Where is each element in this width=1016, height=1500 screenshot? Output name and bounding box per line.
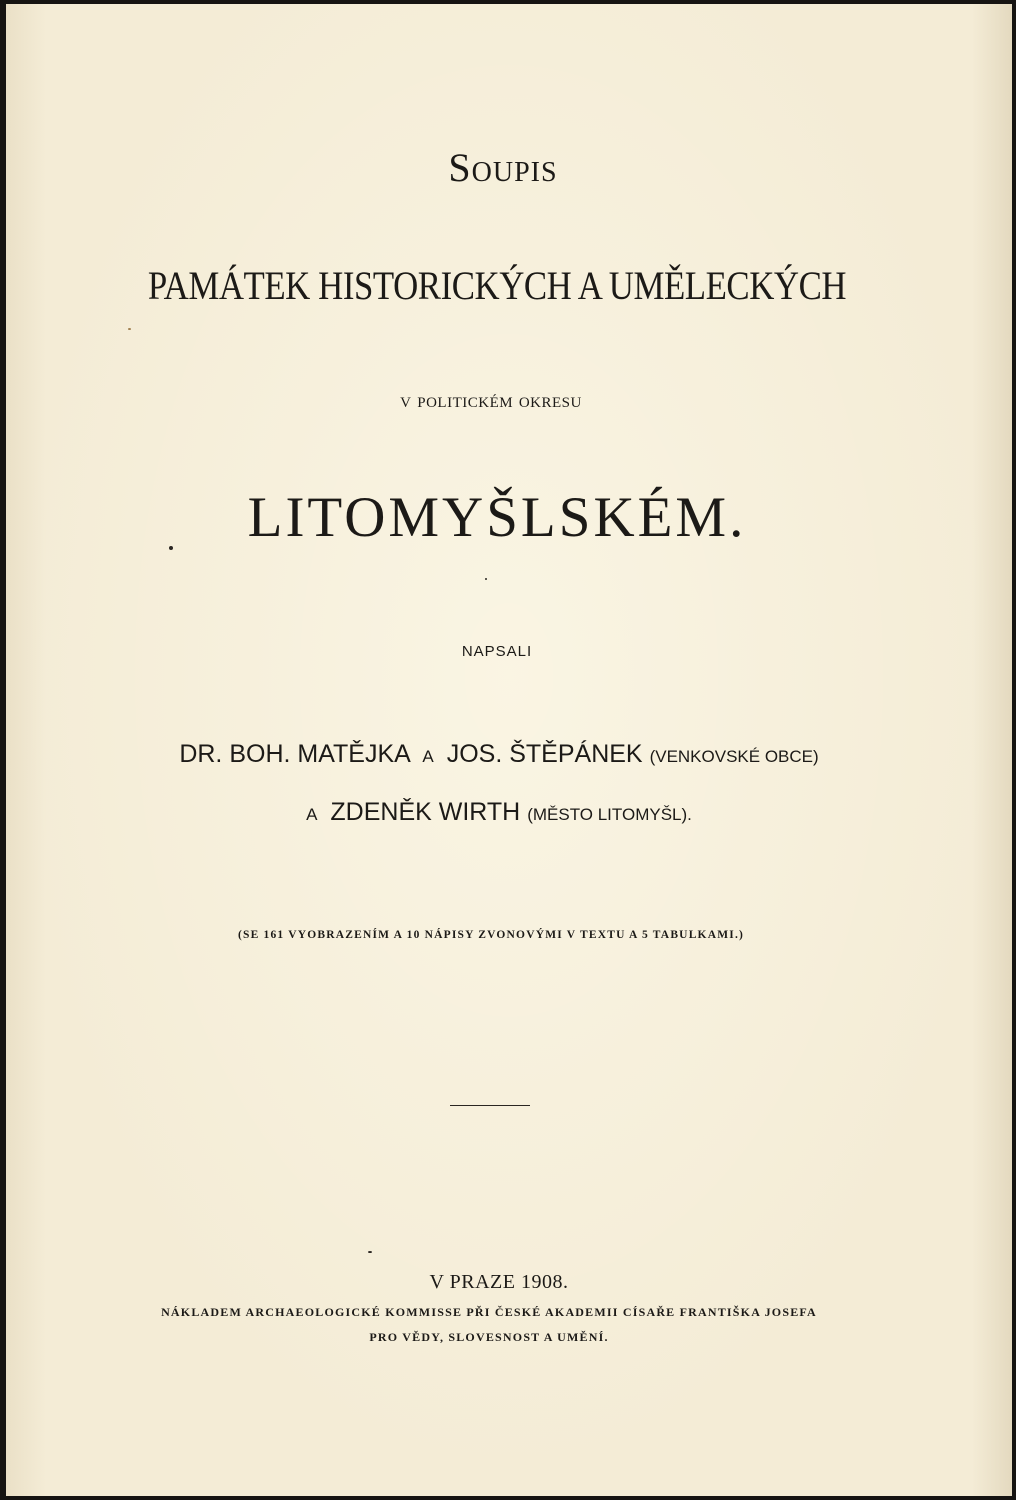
ink-speck <box>169 546 173 550</box>
imprint-publisher-line-2: PRO VĚDY, SLOVESNOST A UMĚNÍ. <box>369 1330 609 1344</box>
author-stepanek: JOS. ŠTĚPÁNEK <box>446 740 643 768</box>
byline-label: NAPSALI <box>461 643 533 660</box>
ink-speck <box>368 1251 372 1253</box>
author-wirth: ZDENĚK WIRTH <box>330 798 521 826</box>
title-pamatek: PAMÁTEK HISTORICKÝCH A UMĚLECKÝCH <box>147 263 847 308</box>
imprint-publisher-line-1: NÁKLADEM ARCHAEOLOGICKÉ KOMMISSE PŘI ČESKÉ AKADEMII CÍSAŘE FRANTIŠKA JOSEFA <box>161 1305 817 1319</box>
author-conjunction: A <box>422 747 434 766</box>
author-note-venkovske: (VENKOVSKÉ OBCE) <box>649 747 819 766</box>
author-conjunction: A <box>306 805 318 824</box>
title-okresu: v politickém okresu <box>400 388 582 412</box>
separator-rule <box>450 1105 530 1106</box>
author-note-mesto: (MĚSTO LITOMYŠL). <box>527 805 692 824</box>
author-matejka: DR. BOH. MATĚJKA <box>179 740 410 768</box>
title-litomysl: LITOMYŠLSKÉM. <box>247 486 747 549</box>
ink-speck <box>128 328 131 330</box>
authors-line-1 <box>0 742 1002 767</box>
illustrations-note: (SE 161 VYOBRAZENÍM A 10 NÁPISY ZVONOVÝMI V TEXTU A 5 TABULKAMI.) <box>237 929 745 941</box>
ink-speck <box>485 578 487 580</box>
title-soupis: Soupis <box>448 145 558 190</box>
authors-line-2 <box>0 800 999 825</box>
title-page <box>6 4 1012 1496</box>
imprint-place-year: V PRAZE 1908. <box>429 1271 569 1293</box>
